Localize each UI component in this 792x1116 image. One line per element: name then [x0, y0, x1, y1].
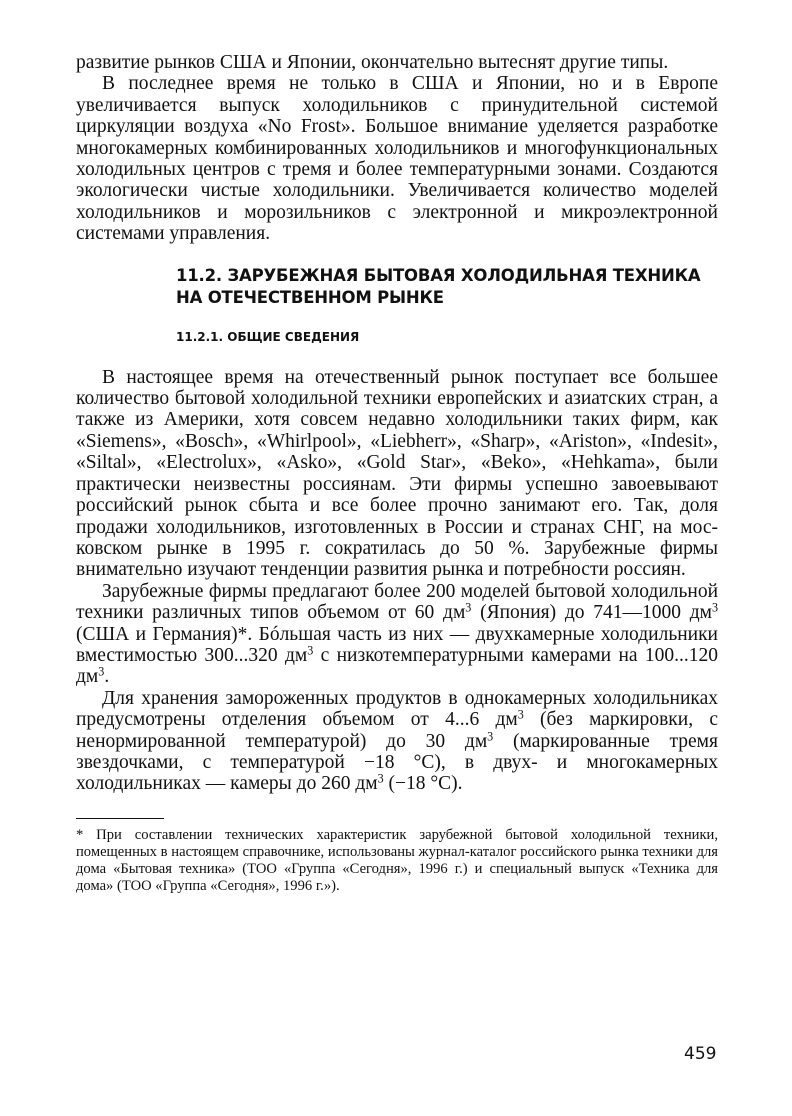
superscript: 3 [377, 771, 384, 786]
superscript: 3 [307, 643, 314, 658]
superscript: 3 [711, 600, 718, 615]
text-segment: (США и Германия)*. Бóльшая часть из них — двухкамерные холодильники вместимостью 300...320 дм [76, 623, 718, 666]
superscript: 3 [517, 707, 524, 722]
text-segment: (Япония) до 741—1000 дм [471, 602, 712, 624]
footnote: * При составлении технических характеристик зарубежной бытовой холодильной техники, помещенных в настоящем справочнике, использованы журнал-каталог российского рынка техники для дома «Бытовая техника» (ТОО «Группа «Сегодня», 1996 г.) и специальный выпуск «Техника для дома» (ТОО «Группа «Сегодня», 1996 г.»). [76, 826, 718, 895]
text-segment: (маркированные тремя звездочками, с температурой −18 °С), в двух- и многокамерных холодильниках — камеры до 260 дм [76, 730, 718, 795]
page-body [76, 52, 718, 896]
text-segment: с низкотемпературными камерами на 100...120 дм [76, 644, 718, 688]
text-segment: (−18 °С). [383, 773, 463, 795]
paragraph-frozen-storage [76, 688, 718, 795]
text-segment: Зарубежные фирмы предлагают более 200 моделей бытовой холодильной техники различных типов объемом от 60 дм [76, 580, 718, 624]
paragraph-model-volumes [76, 581, 718, 688]
section-heading [176, 265, 718, 309]
superscript: 3 [465, 600, 472, 615]
footnote-divider [76, 818, 164, 819]
page-number: 459 [684, 1044, 717, 1064]
subsection-heading: 11.2.1. ОБЩИЕ СВЕДЕНИЯ [176, 329, 360, 344]
paragraph-continued: развитие рынков США и Японии, окончательно вытеснят другие типы. [76, 52, 669, 73]
text-segment: . [104, 666, 110, 688]
paragraph-no-frost: В последнее время не только в США и Японии, но и в Европе увеличивается выпуск холодильников с принудительной системой циркуляции воздуха «No Frost». Большое внимание уделяется разработке многокамерных комбинированных холодильников и многофункциональных холодильных центров с тремя и более температурными зонами. Создаются экологически чистые холодильники. Увеличивается количество моделей холодильников и морозильников с электронной и микроэлектронной системами управления. [76, 73, 718, 245]
section-heading-line-2: НА ОТЕЧЕСТВЕННОМ РЫНКЕ [176, 287, 444, 307]
text-segment: (без маркировки, с ненормированной температурой) до 30 дм [76, 709, 719, 752]
superscript: 3 [98, 664, 105, 679]
paragraph-foreign-brands: В настоящее время на отечественный рынок поступает все большее количество бытовой холодильной техники европейских и азиатских стран, а также из Америки, хотя совсем недавно холодильники таких фирм, как «Siemens», «Bosch», «Whirlpool», «Liebherr», «Sharp», «Ariston», «Indesit», «Siltal», «Electrolux», «Asko», «Gold Star», «Beko», «Hehkama», были практически неизвестны россиянам. Эти фирмы успешно завоевывают российский рынок сбыта и все более прочно занимают его. Так, доля продажи холодильников, изготовленных в России и странах СНГ, на московском рынке в 1995 г. сократилась до 50 %. Зарубежные фирмы внимательно изучают тенденции развития рынка и потребности россиян. [76, 366, 718, 581]
text-segment: Для хранения замороженных продуктов в однокамерных холодильниках предусмотрены отделения объемом от 4...6 дм [76, 687, 718, 731]
section-heading-line-1: 11.2. ЗАРУБЕЖНАЯ БЫТОВАЯ ХОЛОДИЛЬНАЯ ТЕХНИКА [176, 265, 701, 285]
superscript: 3 [487, 728, 494, 743]
